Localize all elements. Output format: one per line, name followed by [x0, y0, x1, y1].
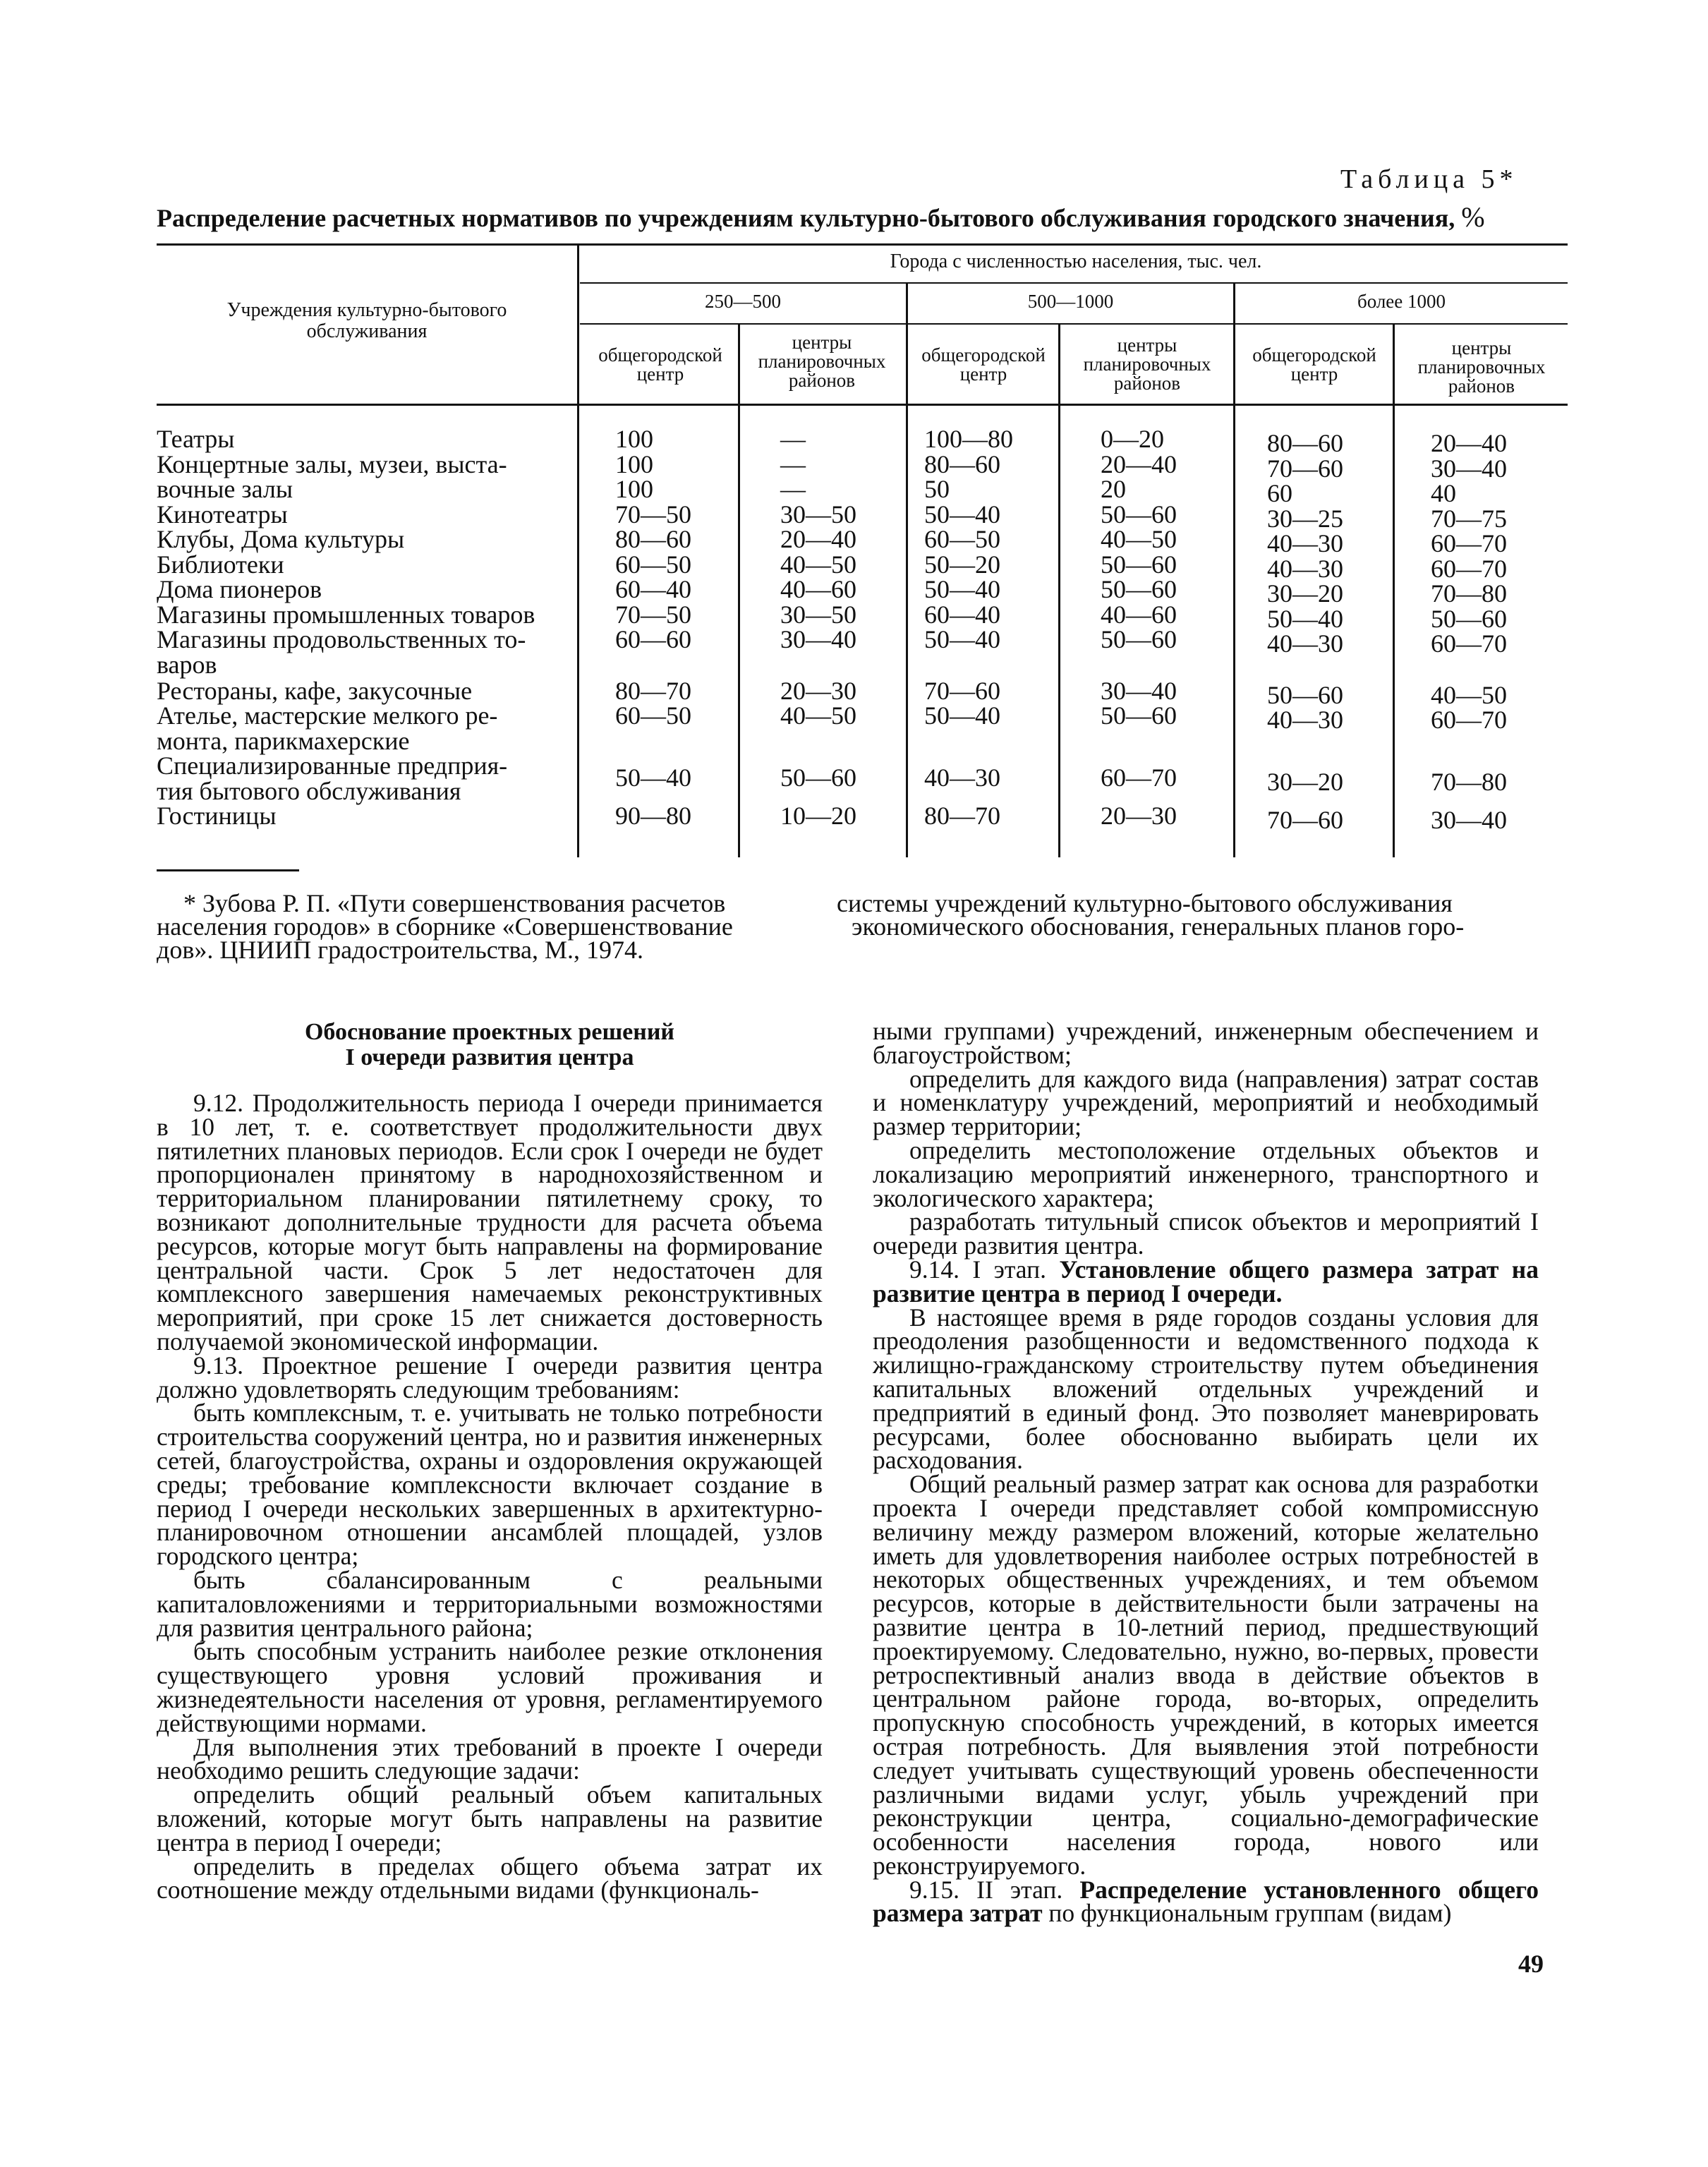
table-cell: 100 [615, 450, 653, 478]
paragraph: быть сбалансированным с реальными капиталовложениями и территориальными возможностями для развития центрального района; [157, 1565, 823, 1642]
table-cell: 80—60 [615, 525, 691, 553]
table-cell: 50—40 [924, 625, 1000, 653]
paragraph: быть способным устранить наиболее резкие отклонения существующего уровня условий проживания и жизнедеятельности населения от уровня, регламентируемого действующими нормами. [157, 1637, 823, 1737]
row-label: Магазины продовольственных то- [157, 625, 526, 653]
header-sub-district-centers: центры планировочных районов [1083, 334, 1211, 394]
col-divider-4 [1233, 282, 1235, 857]
header-sub-city-center: общегородской центр [1252, 344, 1376, 385]
table-cell: 70—50 [615, 600, 691, 629]
col-divider-0 [577, 243, 579, 857]
paragraph: определить в пределах общего объема затрат их соотношение между отдельными видами (функциональ- [157, 1852, 823, 1905]
table-cell: 60—70 [1431, 555, 1507, 583]
paragraph-9-12: 9.12. Продолжительность периода I очереди принимается в 10 лет, т. е. соответствует продолжительности двух пятилетних плановых периодов. Если срок I очереди не будет пропорционален принятому в народнохозяйственном и территориальном планировании пятилетнему сроку, то возникают дополнительные трудности для расчета объема ресурсов, которые могут быть направлены на формирование центральной части. Срок 5 лет недостаточен для комплексного завершения намечаемых реконструктивных мероприятий, при сроке 15 лет снижается достоверность получаемой экономической информации. [157, 1089, 823, 1356]
paragraph: быть комплексным, т. е. учитывать не только потребности строительства сооружений центра, но и развития инженерных сетей, благоустройства, охраны и оздоровления окружающей среды; требование комплексности включает создание в период I очереди нескольких завершенных в архитектурно-планировочном отношении ансамблей площадей, узлов городского центра; [157, 1399, 823, 1571]
row-label: Ателье, мастерские мелкого ре- [157, 701, 498, 730]
table-cell: 40—50 [780, 550, 856, 579]
footnote-line: * Зубова Р. П. «Пути совершенствования расчетов [183, 889, 726, 917]
table-cell: 70—60 [1267, 806, 1343, 834]
table-cell: 20—40 [780, 525, 856, 553]
paragraph-9-14 [873, 1255, 1539, 1308]
table-top-rule [157, 243, 1568, 246]
table-cell: 70—75 [1431, 505, 1507, 533]
row-label: вочные залы [157, 475, 293, 503]
table-cell: 90—80 [615, 802, 691, 830]
footnote-line: населения городов» в сборнике «Совершенствование [157, 912, 733, 941]
header-group-250-500: 250—500 [705, 291, 781, 312]
paragraph-number: 9.15. II этап. [909, 1875, 1063, 1904]
table-cell: 20—40 [1101, 450, 1177, 478]
row-label: Кинотеатры [157, 500, 288, 529]
row-label: Театры [157, 425, 235, 453]
table-cell: 60—60 [615, 625, 691, 653]
paragraph-bold-heading: Установление общего размера затрат на развитие центра в период I очереди. [873, 1255, 1539, 1308]
row-label: Специализированные предприя- [157, 751, 508, 780]
table-cell: 50—60 [1101, 575, 1177, 603]
header-bottom-rule [157, 404, 1568, 406]
table-cell: 60—70 [1431, 529, 1507, 557]
table-cell: — [780, 425, 806, 453]
table-title [157, 200, 1568, 234]
table-cell: 20—40 [1431, 429, 1507, 457]
paragraph: ными группами) учреждений, инженерным обеспечением и благоустройством; [873, 1017, 1539, 1069]
table-cell: 50—60 [1101, 550, 1177, 579]
col-divider-2 [906, 282, 908, 857]
table-cell: 100 [615, 475, 653, 503]
table-cell: 40—60 [1101, 600, 1177, 629]
table-cell: 0—20 [1101, 425, 1164, 453]
paragraph-9-13: 9.13. Проектное решение I очереди развития центра должно удовлетворять следующим требованиям: [157, 1351, 823, 1404]
table-cell: 50—60 [1101, 625, 1177, 653]
table-cell: 30—40 [1101, 677, 1177, 705]
table-cell: 40—30 [1267, 629, 1343, 658]
table-cell: 50—60 [1101, 500, 1177, 529]
page-number: 49 [1518, 1950, 1544, 1978]
row-label: монта, парикмахерские [157, 727, 410, 755]
row-label: Библиотеки [157, 550, 284, 579]
table-cell: 80—60 [924, 450, 1000, 478]
table-cell: 20 [1101, 475, 1126, 503]
footnote-rule [157, 869, 299, 871]
table-cell: 80—60 [1267, 429, 1343, 457]
table-cell: 30—50 [780, 500, 856, 529]
groups-under-rule [580, 323, 1568, 325]
table-cell: 50—60 [1431, 605, 1507, 633]
row-label: Рестораны, кафе, закусочные [157, 677, 473, 705]
table-cell: 30—20 [1267, 768, 1343, 796]
table-cell: 80—70 [615, 677, 691, 705]
table-title-unit: % [1461, 201, 1485, 233]
table-cell: 40—50 [1431, 681, 1507, 709]
table-cell: 70—60 [1267, 454, 1343, 483]
col-divider-1 [738, 325, 740, 857]
section-heading [157, 1020, 823, 1070]
table-cell: 50—40 [924, 701, 1000, 730]
table-cell: 20—30 [1101, 802, 1177, 830]
table-cell: 40—50 [780, 701, 856, 730]
row-label: Дома пионеров [157, 575, 322, 603]
row-label: Клубы, Дома культуры [157, 525, 405, 553]
header-sub-district-centers: центры планировочных районов [1417, 337, 1546, 397]
table-cell: 50—40 [924, 575, 1000, 603]
table-cell: 30—20 [1267, 579, 1343, 608]
section-heading-line-1: Обоснование проектных решений [304, 1019, 675, 1045]
table-cell: 40—30 [1267, 555, 1343, 583]
table-cell: 60 [1267, 479, 1292, 507]
table-cell: 60—50 [615, 701, 691, 730]
header-group-500-1000: 500—1000 [1027, 291, 1114, 312]
table-cell: 30—40 [1431, 806, 1507, 834]
table-cell: 40—30 [1267, 529, 1343, 557]
table-cell: 40—30 [1267, 706, 1343, 734]
table-cell: 60—70 [1101, 763, 1177, 792]
paragraph: определить местоположение отдельных объектов и локализацию мероприятий инженерного, транспортного и экологического характера; [873, 1135, 1539, 1212]
table-cell: 100—80 [924, 425, 1013, 453]
table-cell: 60—40 [924, 600, 1000, 629]
table-cell: 50—60 [1267, 681, 1343, 709]
header-institution: Учреждения культурно-бытового обслуживания [226, 299, 507, 342]
row-label: Магазины промышленных товаров [157, 600, 535, 629]
table-cell: 70—80 [1431, 768, 1507, 796]
table-cell: 70—80 [1431, 579, 1507, 608]
table-cell: 50—40 [1267, 605, 1343, 633]
header-cities: Города с численностью населения, тыс. чел. [890, 250, 1262, 272]
table-cell: 100 [615, 425, 653, 453]
table-cell: 20—30 [780, 677, 856, 705]
table-cell: 60—70 [1431, 629, 1507, 658]
paragraph: определить общий реальный объем капитальных вложений, которые могут быть направлены на развитие центра в период I очереди; [157, 1780, 823, 1857]
table-cell: 10—20 [780, 802, 856, 830]
table-cell: — [780, 475, 806, 503]
table-cell: 50—20 [924, 550, 1000, 579]
paragraph: определить для каждого вида (направления) затрат состав и номенклатуру учреждений, мероприятий и необходимый размер территории; [873, 1064, 1539, 1141]
table-cell: 30—50 [780, 600, 856, 629]
paragraph: В настоящее время в ряде городов созданы условия для преодоления разобщенности и ведомственного подхода к жилищно-гражданскому строительству путем объединения капитальных вложений отдельных учреждений и предприятий в единый фонд. Это позволяет маневрировать ресурсами, более обоснованно выбирать цели их расходования. [873, 1303, 1539, 1475]
table-cell: 30—40 [780, 625, 856, 653]
table-cell: — [780, 450, 806, 478]
table-cell: 40 [1431, 479, 1456, 507]
row-label: Гостиницы [157, 802, 277, 830]
paragraph-text: по функциональным группам (видам) [1048, 1899, 1452, 1928]
table-cell: 70—60 [924, 677, 1000, 705]
table-cell: 60—50 [924, 525, 1000, 553]
paragraph: Общий реальный размер затрат как основа для разработки проекта I очереди представляет собой компромиссную величину между размером вложений, которые желательно иметь для удовлетворения наиболее острых потребностей в некоторых общественных учреждениях, и тем объемом ресурсов, которые в действительности были затрачены на развитие центра в 10-летний период, предшествующий проектируемому. Следовательно, нужно, во-первых, провести ретроспективный анализ ввода в действие объектов в центральном районе города, во-вторых, определить пропускную способность учреждений, в которых имеется острая потребность. Для выявления этой потребности следует учитывать существующий уровень обеспеченности различными видами услуг, убыль учреждений при реконструкции центра, социально-демографические особенности населения города, нового или реконструируемого. [873, 1470, 1539, 1880]
paragraph-number: 9.14. I этап. [909, 1255, 1046, 1284]
header-group-over-1000: более 1000 [1357, 291, 1446, 312]
footnote-line: дов». ЦНИИП градостроительства, М., 1974. [157, 936, 643, 964]
paragraph: Для выполнения этих требований в проекте I очереди необходимо решить следующие задачи: [157, 1732, 823, 1785]
row-label: Концертные залы, музеи, выста- [157, 450, 507, 478]
table-cell: 40—50 [1101, 525, 1177, 553]
table-cell: 50—60 [780, 763, 856, 792]
right-column [873, 1017, 1539, 1928]
footnote-line: экономического обоснования, генеральных планов горо- [852, 912, 1465, 941]
col-divider-5 [1393, 325, 1395, 857]
left-column [157, 1019, 823, 1905]
header-sub-district-centers: центры планировочных районов [758, 332, 886, 391]
table-cell: 30—25 [1267, 505, 1343, 533]
paragraph-bold-heading: Распределение установленного общего размера затрат [873, 1875, 1539, 1928]
table-cell: 40—30 [924, 763, 1000, 792]
header-sub-city-center: общегородской центр [921, 344, 1046, 385]
table-cell: 80—70 [924, 802, 1000, 830]
table-cell: 50 [924, 475, 950, 503]
table-cell: 70—50 [615, 500, 691, 529]
table-cell: 60—40 [615, 575, 691, 603]
table-cell: 40—60 [780, 575, 856, 603]
table-cell: 60—50 [615, 550, 691, 579]
col-divider-3 [1058, 325, 1060, 857]
row-label: варов [157, 651, 217, 679]
footnote-line: системы учреждений культурно-бытового обслуживания [837, 889, 1453, 917]
paragraph-9-15 [873, 1875, 1539, 1928]
table-cell: 50—40 [924, 500, 1000, 529]
row-label: тия бытового обслуживания [157, 777, 461, 805]
table-cell: 50—60 [1101, 701, 1177, 730]
table-title-text: Распределение расчетных нормативов по учреждениям культурно-бытового обслуживания городского значения, [157, 204, 1455, 232]
table-cell: 60—70 [1431, 706, 1507, 734]
paragraph: разработать титульный список объектов и мероприятий I очереди развития центра. [873, 1207, 1539, 1260]
header-sub-city-center: общегородской центр [598, 344, 722, 385]
table-cell: 30—40 [1431, 454, 1507, 483]
cities-under-rule [580, 282, 1568, 284]
table-number: Таблица 5* [1340, 164, 1518, 194]
section-heading-line-2: I очереди развития центра [345, 1044, 634, 1070]
table-cell: 50—40 [615, 763, 691, 792]
